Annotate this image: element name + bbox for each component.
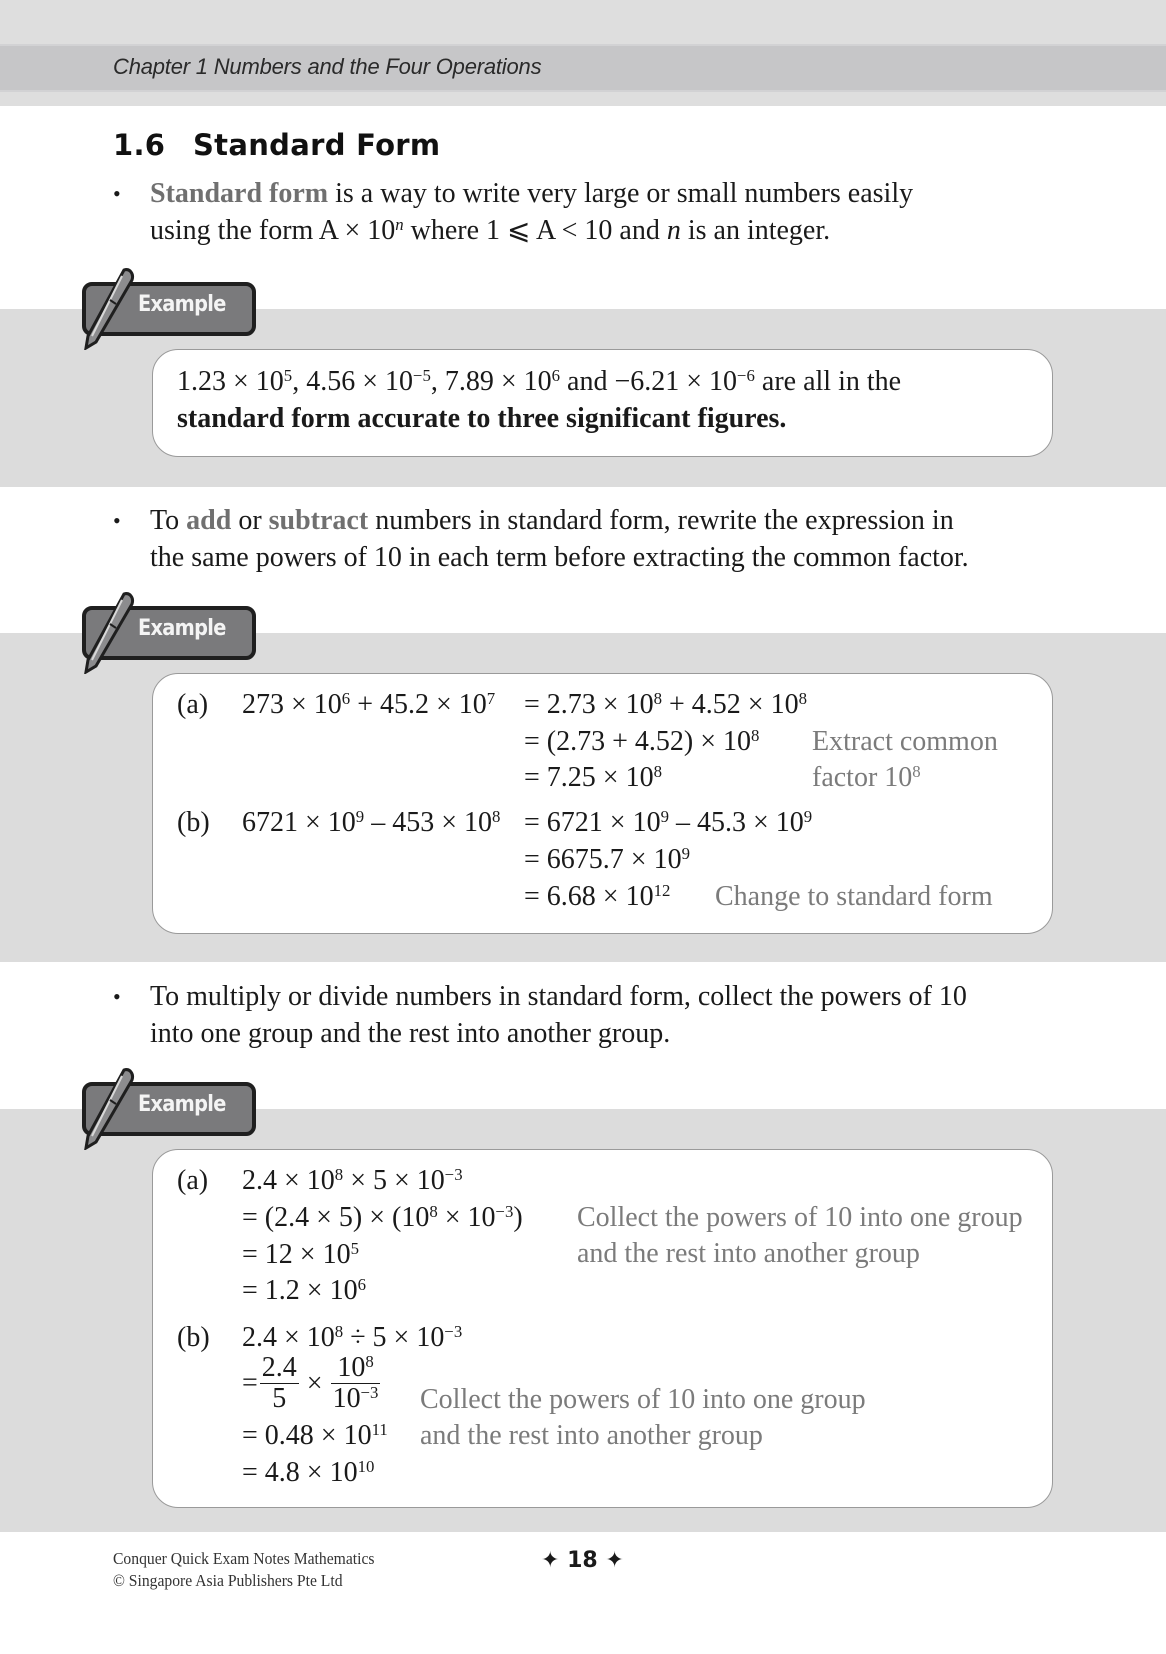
section-number: 1.6 — [113, 128, 166, 162]
bullet-add-subtract — [113, 502, 1113, 576]
example-box-2 — [152, 673, 1053, 934]
part-a-step-3: = $12 \times 10^5$ — [242, 1238, 359, 1270]
part-a-step-2: = $(2.4 \times 5) \times (10^8 \times 10^{-3})$ — [242, 1201, 523, 1233]
bullet-dot-icon: • — [113, 508, 121, 533]
page-number: ✦ 18 ✦ — [541, 1548, 624, 1573]
example-badge-2 — [82, 606, 256, 660]
part-a-note: Extract common factor $10^8$ — [812, 726, 998, 793]
pen-icon — [78, 1066, 138, 1150]
bullet-text: To add or subtract numbers in standard form, rewrite the expression in the same powers of 10 in each term before extracting the common factor. — [150, 505, 969, 573]
pen-icon — [78, 590, 138, 674]
part-b-step-1: = $6721 \times 10^9 - 45.3 \times 10^9$ — [524, 806, 813, 838]
example-1-line-2: standard form accurate to three significant figures. — [177, 403, 787, 434]
part-b-step-3: = $4.8 \times 10^{10}$ — [242, 1456, 375, 1488]
part-b-step-3: = $6.68 \times 10^{12}$ — [524, 880, 671, 912]
part-b-note: Collect the powers of 10 into one group and the rest into another group — [420, 1384, 866, 1451]
example-1-line-1: $1.23 \times 10^5$, $4.56 \times 10^{-5}$, $7.89 \times 10^6$ and $-6.21 \times 10^{-6}$ are all in the — [177, 365, 902, 397]
highlight-add: add — [186, 505, 232, 536]
example-box-3 — [152, 1149, 1053, 1508]
chapter-title: Chapter 1 Numbers and the Four Operations — [113, 54, 542, 79]
fraction-powers-of-ten: $\frac{10^8}{10^{-3}}$ — [332, 1351, 379, 1414]
bullet-text: To multiply or divide numbers in standard form, collect the powers of 10 into one group and the rest into another group. — [150, 981, 967, 1049]
part-b-step-2: = $6675.7 \times 10^9$ — [524, 843, 690, 875]
example-badge-1 — [82, 282, 256, 336]
part-b-label: (b) — [177, 807, 210, 838]
page-ornament-right-icon: ✦ — [605, 1548, 624, 1573]
bullet-dot-icon: • — [113, 984, 121, 1009]
part-a-label: (a) — [177, 689, 209, 720]
bullet-standard-form-definition — [113, 175, 1073, 249]
part-a-step-1: = $2.73 \times 10^8 + 4.52 \times 10^8$ — [524, 688, 807, 720]
section-heading — [113, 128, 440, 162]
part-a-note: Collect the powers of 10 into one group and the rest into another group — [577, 1202, 1023, 1269]
footer-credits — [113, 1548, 374, 1592]
part-b-note: Change to standard form — [715, 881, 993, 912]
part-a-step-2: = $(2.73 + 4.52) \times 10^8$ — [524, 725, 760, 757]
highlight-term: Standard form — [150, 178, 329, 209]
bullet-dot-icon: • — [113, 181, 121, 206]
example-label: Example — [138, 1092, 226, 1117]
bullet-text: Standard form is a way to write very large or small numbers easily using the form $A \times 10^n$ where 1 ⩽ A < 10 and n is an integer. — [150, 178, 914, 246]
pen-icon — [78, 266, 138, 350]
footer-book-title: Conquer Quick Exam Notes Mathematics — [113, 1549, 375, 1568]
part-b-line-1: $2.4 \times 10^8 \div 5 \times 10^{-3}$ — [242, 1321, 463, 1353]
part-b-label: (b) — [177, 1322, 210, 1353]
footer-copyright: © Singapore Asia Publishers Pte Ltd — [113, 1571, 343, 1590]
part-a-lhs: $273 \times 10^6 + 45.2 \times 10^7$ — [242, 688, 496, 720]
part-a-step-1: $2.4 \times 10^8 \times 5 \times 10^{-3}$ — [242, 1164, 463, 1196]
bullet-multiply-divide — [113, 978, 1113, 1052]
fraction-2-4-over-5: $\frac{2.4}{5}$ — [261, 1352, 297, 1414]
example-box-1 — [152, 349, 1053, 457]
part-b-fraction-step: = $\frac{2.4}{5}$ × $\frac{10^8}{10^{-3}}$ — [242, 1351, 379, 1414]
page-ornament-left-icon: ✦ — [541, 1548, 560, 1573]
part-a-step-3: = $7.25 \times 10^8$ — [524, 761, 662, 793]
part-a-label: (a) — [177, 1165, 209, 1196]
part-b-step-2: = $0.48 \times 10^{11}$ — [242, 1419, 388, 1451]
example-label: Example — [138, 292, 226, 317]
section-title: Standard Form — [193, 128, 441, 162]
chapter-bar-underband — [0, 92, 1166, 106]
part-a-step-4: = $1.2 \times 10^6$ — [242, 1274, 366, 1306]
highlight-subtract: subtract — [268, 505, 369, 536]
part-b-lhs: $6721 \times 10^9 - 453 \times 10^8$ — [242, 806, 501, 838]
example-badge-3 — [82, 1082, 256, 1136]
example-label: Example — [138, 616, 226, 641]
top-band — [0, 0, 1166, 44]
